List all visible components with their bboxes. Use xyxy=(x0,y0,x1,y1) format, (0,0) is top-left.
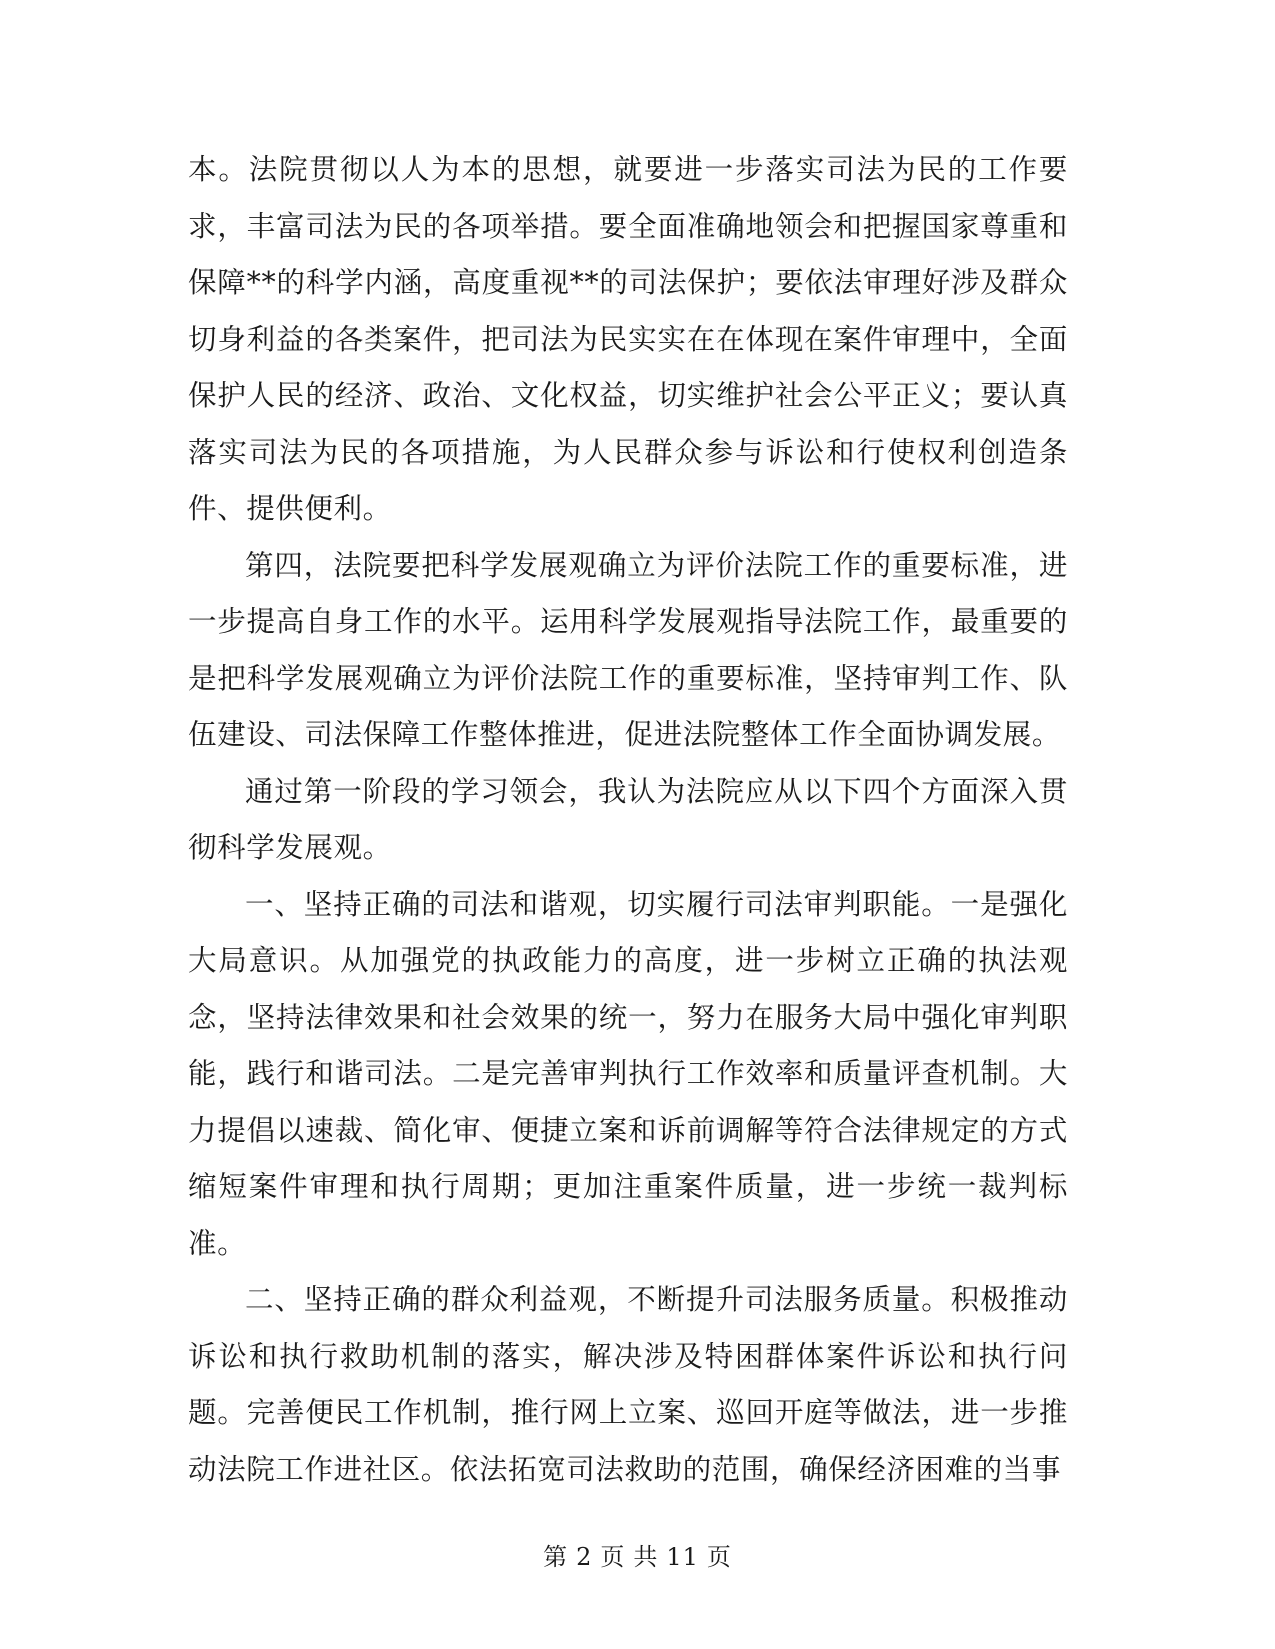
paragraph-5: 二、坚持正确的群众利益观，不断提升司法服务质量。积极推动诉讼和执行救助机制的落实，解决涉及特困群体案件诉讼和执行问题。完善便民工作机制，推行网上立案、巡回开庭等做法，进一步推动法院工作进社区。依法拓宽司法救助的范围，确保经济困难的当事 xyxy=(188,1283,1068,1486)
footer-page-word: 页 xyxy=(600,1543,626,1571)
footer-total-pages: 11 xyxy=(666,1543,699,1571)
footer-prefix: 第 xyxy=(543,1543,569,1571)
footer-suffix: 页 xyxy=(706,1543,732,1571)
page-footer xyxy=(0,1542,1275,1572)
paragraph-4: 一、坚持正确的司法和谐观，切实履行司法审判职能。一是强化大局意识。从加强党的执政能力的高度，进一步树立正确的执法观念，坚持法律效果和社会效果的统一，努力在服务大局中强化审判职能，践行和谐司法。二是完善审判执行工作效率和质量评查机制。大力提倡以速裁、简化审、便捷立案和诉前调解等符合法律规定的方式缩短案件审理和执行周期；更加注重案件质量，进一步统一裁判标准。 xyxy=(188,887,1068,1260)
paragraph-1: 本。法院贯彻以人为本的思想，就要进一步落实司法为民的工作要求，丰富司法为民的各项举措。要全面准确地领会和把握国家尊重和保障**的科学内涵，高度重视**的司法保护；要依法审理好涉及群众切身利益的各类案件，把司法为民实实在在体现在案件审理中，全面保护人民的经济、政治、文化权益，切实维护社会公平正义；要认真落实司法为民的各项措施，为人民群众参与诉讼和行使权利创造条件、提供便利。 xyxy=(188,153,1068,525)
paragraph-3: 通过第一阶段的学习领会，我认为法院应从以下四个方面深入贯彻科学发展观。 xyxy=(188,774,1068,864)
document-body xyxy=(188,142,1068,1498)
footer-current-page: 2 xyxy=(576,1543,593,1571)
footer-total-word: 共 xyxy=(633,1543,659,1571)
paragraph-2: 第四，法院要把科学发展观确立为评价法院工作的重要标准，进一步提高自身工作的水平。运用科学发展观指导法院工作，最重要的是把科学发展观确立为评价法院工作的重要标准，坚持审判工作、队伍建设、司法保障工作整体推进，促进法院整体工作全面协调发展。 xyxy=(188,548,1068,751)
